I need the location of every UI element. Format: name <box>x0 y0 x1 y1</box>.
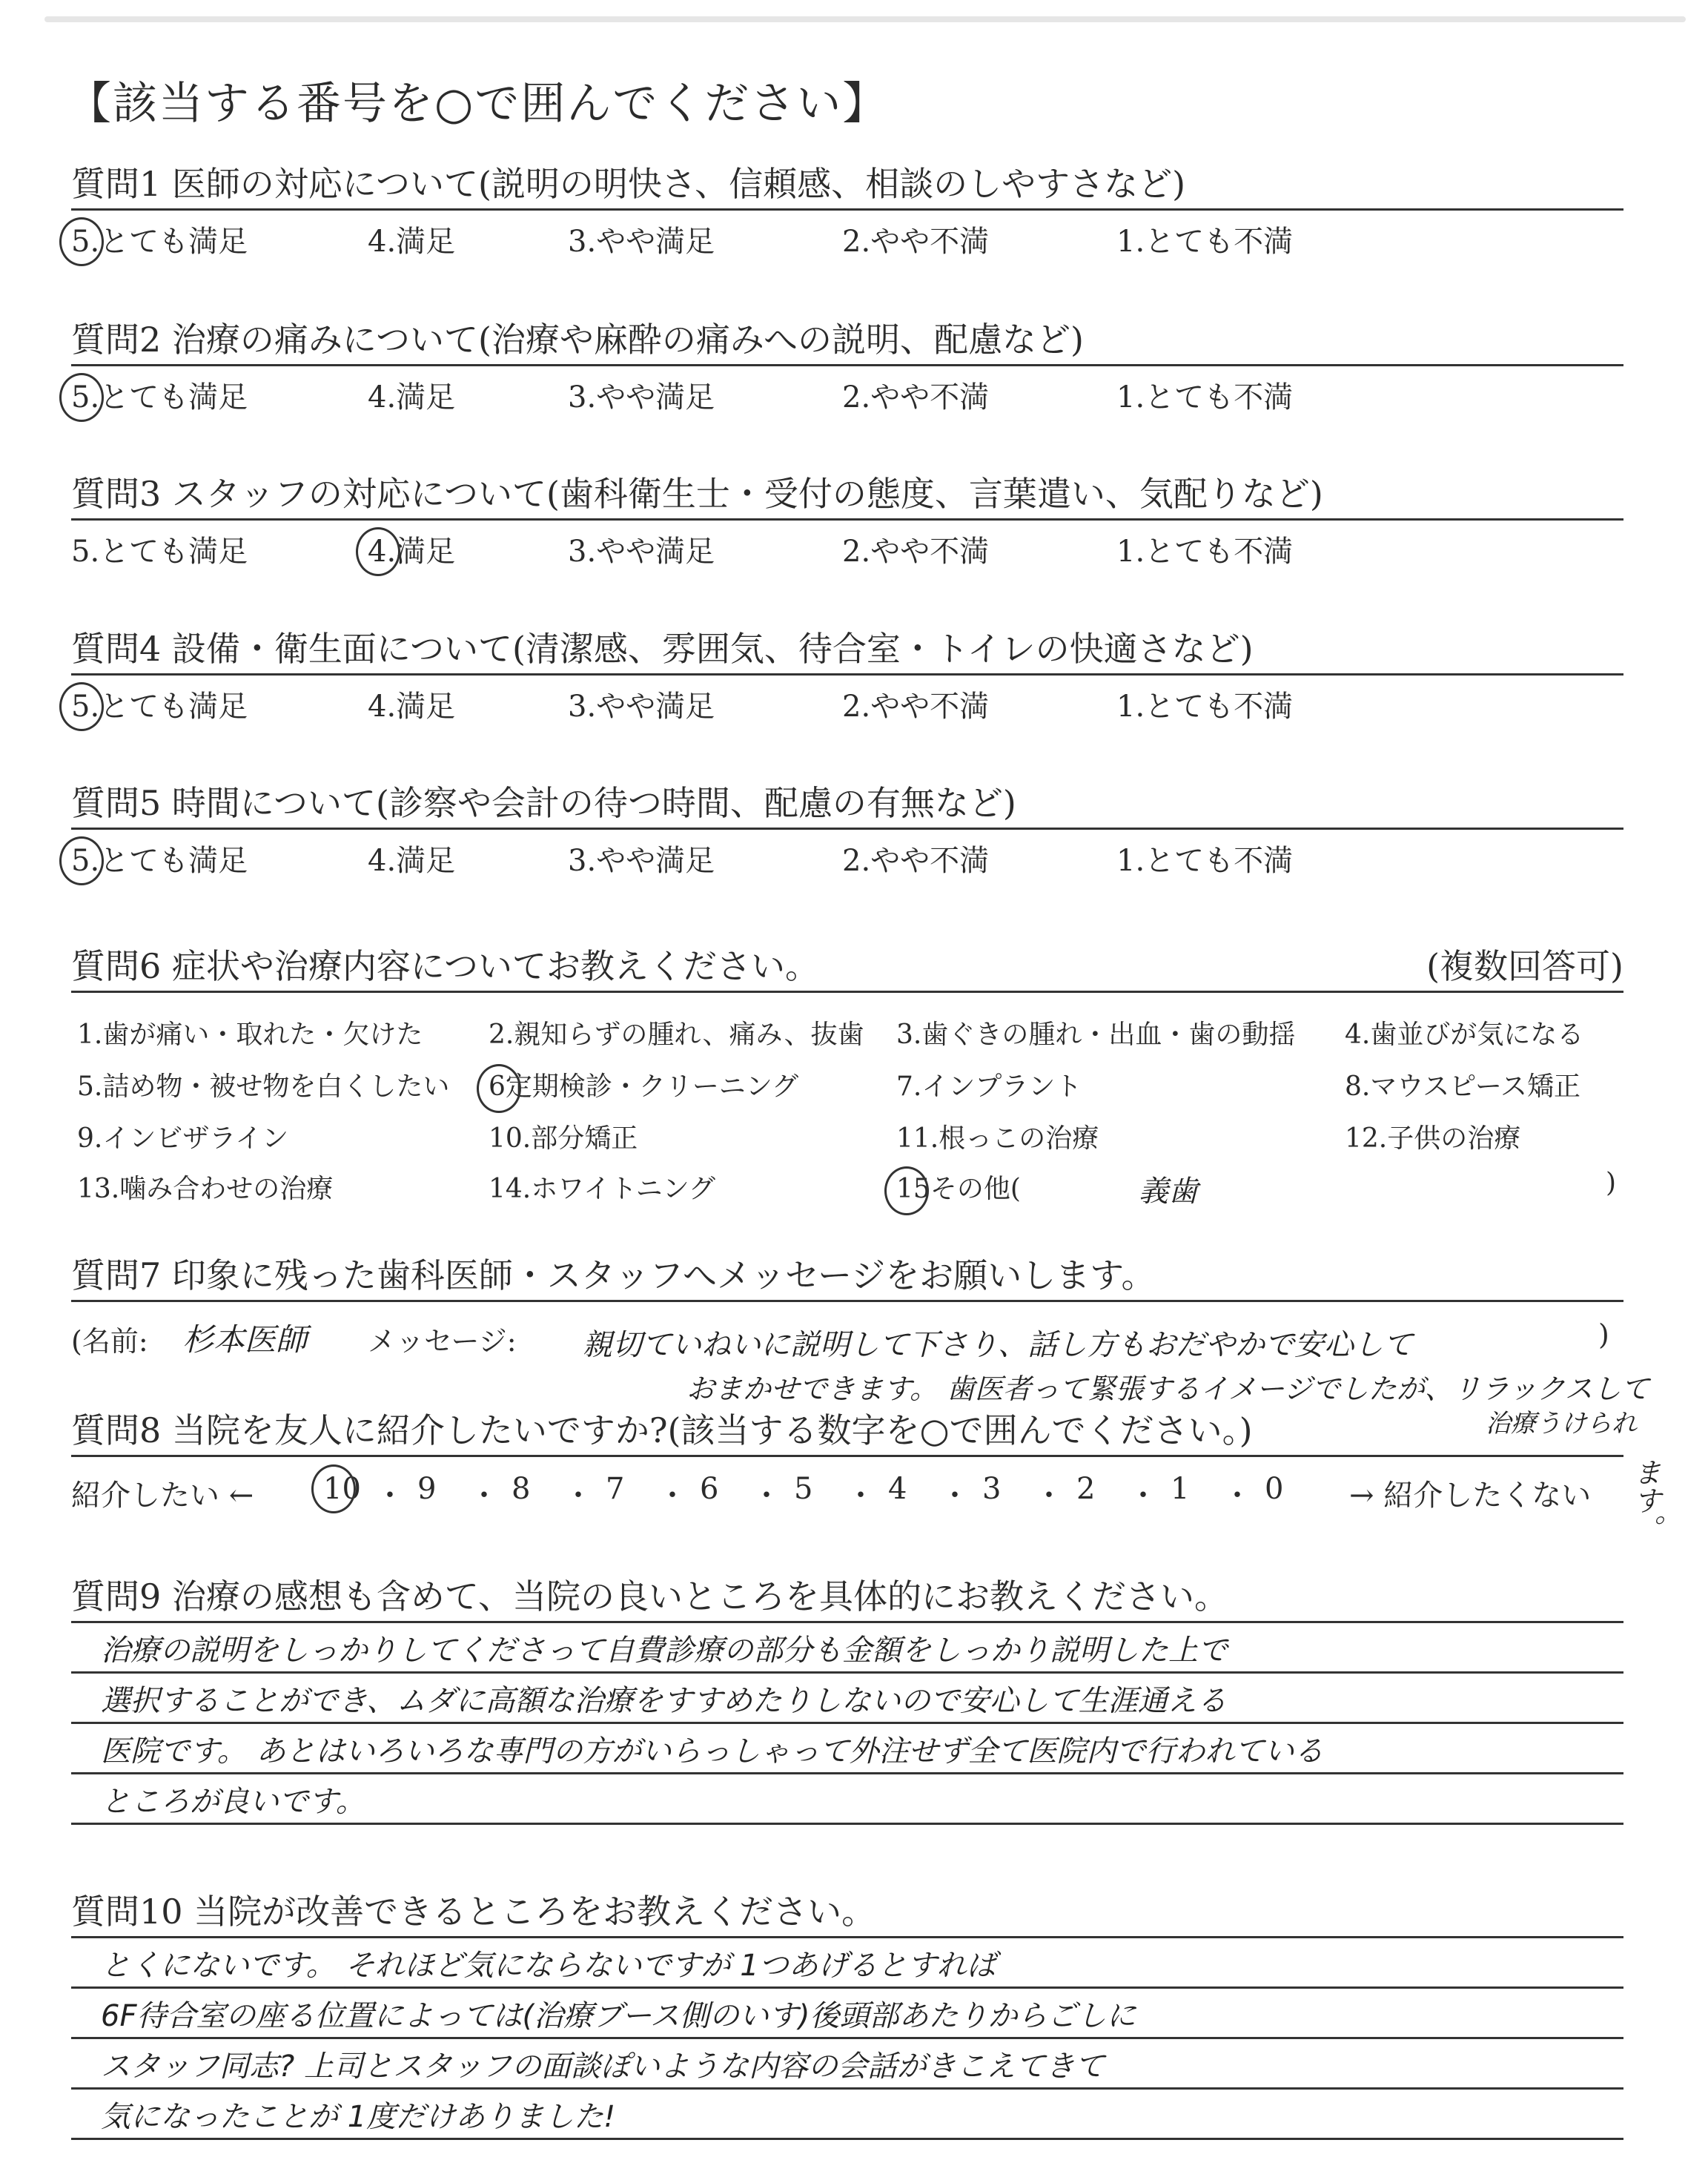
rating-option-number: 1. <box>1116 690 1145 724</box>
symptom-option-label: 子供の治療 <box>1387 1123 1521 1154</box>
rating-option-number: 4. <box>368 380 397 415</box>
scale-separator: ・ <box>658 1479 687 1513</box>
rating-option[interactable] <box>1116 528 1293 570</box>
rating-option[interactable] <box>368 528 455 570</box>
rating-option-label: やや不満 <box>870 535 990 569</box>
question-3-options <box>71 521 1623 572</box>
selected-symptom-number: 15 <box>896 1174 930 1204</box>
rating-option-number: 3. <box>568 690 597 724</box>
symptom-option-number: 5. <box>77 1071 103 1102</box>
scale-separator: ・ <box>563 1479 593 1513</box>
answer-line[interactable]: ところが良いです。 <box>71 1779 1623 1825</box>
rating-option-number: 2. <box>842 535 871 569</box>
rating-option[interactable] <box>368 374 455 416</box>
question-1-header: 質問1 医師の対応について(説明の明快さ、信頼感、相談のしやすさなど) <box>71 167 1623 211</box>
symptom-option-label: 定期検診・クリーニング <box>505 1071 799 1102</box>
question-9-header: 質問9 治療の感想も含めて、当院の良いところを具体的にお教えください。 <box>71 1579 1623 1623</box>
symptom-option-label: 噛み合わせの治療 <box>119 1174 334 1204</box>
rating-option-number: 4. <box>368 225 397 259</box>
referral-score[interactable]: 4 <box>888 1472 907 1506</box>
scale-separator: ・ <box>469 1479 499 1513</box>
page-title: 【該当する番号を○で囲んでください】 <box>67 78 889 130</box>
selected-referral-score[interactable]: 10 <box>323 1472 361 1506</box>
rating-option[interactable] <box>568 218 715 260</box>
referral-right-label: → 紹介したくない <box>1349 1479 1592 1513</box>
referral-score[interactable]: 1 <box>1171 1472 1190 1506</box>
question-10-header: 質問10 当院が改善できるところをお教えください。 <box>71 1895 1623 1938</box>
rating-option-number: 1. <box>1116 380 1145 415</box>
scale-separator: ・ <box>1128 1479 1158 1513</box>
rating-option-number: 2. <box>842 225 871 259</box>
answer-line[interactable]: 治療の説明をしっかりしてくださって自費診療の部分も金額をしっかり説明した上で <box>71 1628 1623 1674</box>
rating-option-label: とても不満 <box>1145 844 1294 878</box>
rating-option-label: 満足 <box>396 690 456 724</box>
rating-option-number: 1. <box>1116 844 1145 878</box>
question-4 <box>71 629 1623 727</box>
rating-option[interactable] <box>368 218 455 260</box>
symptom-option[interactable] <box>489 1066 798 1103</box>
message-answer-line-4[interactable]: ます。 <box>1629 1458 1661 1542</box>
rating-option-label: とても不満 <box>1145 225 1294 259</box>
referral-score[interactable]: 9 <box>417 1472 437 1506</box>
symptom-option[interactable] <box>1345 1066 1580 1103</box>
rating-option-label: とても満足 <box>99 844 248 878</box>
rating-option-label: やや満足 <box>596 380 715 415</box>
symptom-option-label: 親知らずの腫れ、痛み、抜歯 <box>514 1020 864 1050</box>
question-7 <box>71 1255 1649 1405</box>
rating-option-number: 3. <box>568 535 597 569</box>
question-10 <box>71 1892 1623 2134</box>
symptom-option-number: 8. <box>1345 1071 1371 1102</box>
symptom-option-number: 1. <box>77 1020 103 1050</box>
rating-option-number: 4. <box>368 690 397 724</box>
rating-option[interactable] <box>568 374 715 416</box>
rating-option[interactable] <box>1116 683 1293 725</box>
message-label: メッセージ: <box>368 1325 517 1358</box>
rating-option-number: 3. <box>568 225 597 259</box>
symptom-option[interactable] <box>1345 1014 1583 1051</box>
rating-option-label: やや満足 <box>596 225 715 259</box>
symptom-option-label: インプラント <box>921 1071 1082 1102</box>
rating-option[interactable] <box>842 683 989 725</box>
question-2-header: 質問2 治療の痛みについて(治療や麻酔の痛みへの説明、配慮など) <box>71 323 1623 366</box>
symptom-option[interactable] <box>77 1066 449 1103</box>
symptom-option[interactable] <box>77 1168 333 1206</box>
answer-line[interactable]: 選択することができ、ムダに高額な治療をすすめたりしないので安心して生涯通える <box>71 1678 1623 1724</box>
symptom-option-label: インビザライン <box>102 1123 289 1154</box>
other-answer[interactable]: 義歯 <box>1139 1175 1198 1209</box>
question-3 <box>71 474 1623 572</box>
referral-score[interactable]: 7 <box>606 1472 625 1506</box>
rating-option[interactable] <box>1116 374 1293 416</box>
symptom-option[interactable] <box>1345 1117 1520 1155</box>
scale-separator: ・ <box>1034 1479 1064 1513</box>
referral-score[interactable]: 5 <box>794 1472 813 1506</box>
symptom-option-label: 根っこの治療 <box>939 1123 1099 1154</box>
symptom-checklist <box>71 993 1623 1208</box>
rating-option-label: とても不満 <box>1145 380 1294 415</box>
question-2-options <box>71 366 1623 418</box>
symptom-option-number: 3. <box>896 1020 922 1050</box>
symptom-option-number: 10. <box>489 1123 532 1154</box>
rating-option[interactable] <box>568 837 715 879</box>
rating-option[interactable] <box>71 374 248 416</box>
question-5-header: 質問5 時間について(診察や会計の待つ時間、配慮の有無など) <box>71 786 1623 830</box>
rating-option[interactable] <box>568 683 715 725</box>
rating-option[interactable] <box>368 837 455 879</box>
rating-option-label: やや不満 <box>870 225 990 259</box>
scale-separator: ・ <box>846 1479 875 1513</box>
rating-option-label: とても満足 <box>99 225 248 259</box>
question-6-header <box>71 946 1623 993</box>
rating-option-label: とても満足 <box>99 535 248 569</box>
question-5-options <box>71 830 1623 882</box>
rating-option-label: とても満足 <box>99 380 248 415</box>
referral-score[interactable]: 6 <box>700 1472 719 1506</box>
question-8-header: 質問8 当院を友人に紹介したいですか?(該当する数字を○で囲んでください。) <box>71 1413 1623 1457</box>
rating-option-label: 満足 <box>396 225 456 259</box>
rating-option-number: 5. <box>71 535 100 569</box>
symptom-option-number: 13. <box>77 1174 120 1204</box>
rating-option-label: やや不満 <box>870 844 990 878</box>
selected-rating-number: 5. <box>71 380 100 415</box>
multiple-answers-hint: (複数回答可) <box>1426 946 1623 986</box>
message-answer-line-1[interactable]: 親切ていねいに説明して下さり、話し方もおだやかで安心して <box>583 1328 1413 1362</box>
rating-option[interactable] <box>71 837 248 879</box>
rating-option-label: やや満足 <box>596 535 715 569</box>
scale-separator: ・ <box>375 1479 405 1513</box>
rating-option[interactable] <box>71 528 248 570</box>
symptom-option[interactable] <box>896 1066 1082 1103</box>
selected-rating-number: 5. <box>71 690 100 724</box>
question-6 <box>71 946 1623 1209</box>
symptom-option-number: 9. <box>77 1123 103 1154</box>
question-2 <box>71 320 1623 418</box>
selected-rating-number: 5. <box>71 225 100 259</box>
symptom-option-number: 11. <box>896 1123 939 1154</box>
referral-score[interactable]: 2 <box>1076 1472 1096 1506</box>
rating-option-label: 満足 <box>396 844 456 878</box>
symptom-option-label: ホワイトニング <box>531 1174 716 1204</box>
symptom-option[interactable] <box>896 1014 1295 1051</box>
symptom-option[interactable] <box>489 1014 864 1051</box>
symptom-option-number: 7. <box>896 1071 922 1102</box>
answer-line[interactable]: 気になったことが 1度だけありました! <box>71 2094 1623 2140</box>
symptom-option-label: 部分矯正 <box>531 1123 638 1154</box>
symptom-option-label: 詰め物・被せ物を白くしたい <box>102 1071 450 1102</box>
question-5 <box>71 783 1623 882</box>
referral-scale <box>71 1457 1623 1516</box>
rating-option[interactable] <box>842 218 989 260</box>
symptom-option[interactable] <box>77 1014 423 1051</box>
symptom-option[interactable] <box>896 1117 1099 1155</box>
referral-score[interactable]: 0 <box>1265 1472 1284 1506</box>
rating-option-number: 4. <box>368 844 397 878</box>
rating-option-label: やや満足 <box>596 690 715 724</box>
scale-separator: ・ <box>752 1479 781 1513</box>
name-answer[interactable]: 杉本医師 <box>182 1321 308 1358</box>
symptom-option[interactable] <box>896 1168 1021 1206</box>
message-answer-line-3[interactable]: 治療うけられ <box>1486 1409 1637 1439</box>
rating-option[interactable] <box>842 374 989 416</box>
selected-rating-number: 4. <box>368 535 397 569</box>
referral-left-label: 紹介したい ← <box>71 1479 254 1513</box>
rating-option[interactable] <box>368 683 455 725</box>
symptom-option-label: 歯並びが気になる <box>1370 1020 1584 1050</box>
rating-option-label: とても満足 <box>99 690 248 724</box>
answer-line[interactable]: とくにないです。 それほど気にならないですが 1つあげるとすれば <box>71 1943 1623 1989</box>
question-8 <box>71 1409 1661 1542</box>
rating-option-label: とても不満 <box>1145 690 1294 724</box>
rating-option-number: 1. <box>1116 535 1145 569</box>
question-1 <box>71 164 1623 262</box>
rating-option-number: 2. <box>842 844 871 878</box>
message-answer-line-2[interactable]: おまかせできます。 歯医者って緊張するイメージでしたが、リラックスして <box>686 1373 1649 1405</box>
symptom-option[interactable] <box>489 1168 715 1206</box>
other-close-paren: ) <box>1606 1168 1617 1198</box>
answer-line[interactable]: スタッフ同志? 上司とスタッフの面談ぽいような内容の会話がきこえてきて <box>71 2044 1623 2090</box>
question-9 <box>71 1576 1623 1819</box>
name-label: (名前: <box>71 1325 148 1358</box>
rating-option-label: 満足 <box>396 380 456 415</box>
rating-option[interactable] <box>842 837 989 879</box>
rating-option-label: 満足 <box>396 535 456 569</box>
symptom-option-number: 2. <box>489 1020 514 1050</box>
message-close-paren: ) <box>1598 1318 1609 1351</box>
symptom-option-label: その他( <box>930 1174 1021 1204</box>
question-6-label: 質問6 症状や治療内容についてお教えください。 <box>71 946 819 986</box>
selected-rating-number: 5. <box>71 844 100 878</box>
symptom-option-label: 歯ぐきの腫れ・出血・歯の動揺 <box>921 1020 1296 1050</box>
symptom-option-number: 4. <box>1345 1020 1371 1050</box>
symptom-option-label: マウスピース矯正 <box>1370 1071 1581 1102</box>
rating-option[interactable] <box>842 528 989 570</box>
question-4-header: 質問4 設備・衛生面について(清潔感、雰囲気、待合室・トイレの快適さなど) <box>71 632 1623 676</box>
selected-symptom-number: 6 <box>489 1071 506 1102</box>
top-divider <box>44 16 1686 22</box>
rating-option-number: 3. <box>568 844 597 878</box>
rating-option[interactable] <box>71 683 248 725</box>
rating-option[interactable] <box>71 218 248 260</box>
symptom-option-label: 歯が痛い・取れた・欠けた <box>102 1020 423 1050</box>
rating-option-label: やや不満 <box>870 380 990 415</box>
question-7-header: 質問7 印象に残った歯科医師・スタッフへメッセージをお願いします。 <box>71 1258 1623 1302</box>
rating-option[interactable] <box>1116 837 1293 879</box>
question-3-header: 質問3 スタッフの対応について(歯科衛生士・受付の態度、言葉遣い、気配りなど) <box>71 477 1623 521</box>
rating-option[interactable] <box>1116 218 1293 260</box>
symptom-option[interactable] <box>489 1117 638 1155</box>
rating-option[interactable] <box>568 528 715 570</box>
rating-option-number: 2. <box>842 380 871 415</box>
rating-option-number: 1. <box>1116 225 1145 259</box>
rating-option-label: とても不満 <box>1145 535 1294 569</box>
referral-score[interactable]: 3 <box>982 1472 1002 1506</box>
referral-score[interactable]: 8 <box>512 1472 531 1506</box>
rating-option-label: やや満足 <box>596 844 715 878</box>
question-4-options <box>71 676 1623 727</box>
rating-option-number: 3. <box>568 380 597 415</box>
symptom-option-number: 12. <box>1345 1123 1388 1154</box>
symptom-option[interactable] <box>77 1117 288 1155</box>
question-1-options <box>71 211 1623 262</box>
answer-line[interactable]: 医院です。 あとはいろいろな専門の方がいらっしゃって外注せず全て医院内で行われている <box>71 1728 1623 1774</box>
scale-separator: ・ <box>1222 1479 1252 1513</box>
symptom-option-number: 14. <box>489 1174 532 1204</box>
answer-line[interactable]: 6F待合室の座る位置によっては(治療ブース側のいす)後頭部あたりからごしに <box>71 1993 1623 2039</box>
rating-option-number: 2. <box>842 690 871 724</box>
scale-separator: ・ <box>940 1479 970 1513</box>
rating-option-label: やや不満 <box>870 690 990 724</box>
